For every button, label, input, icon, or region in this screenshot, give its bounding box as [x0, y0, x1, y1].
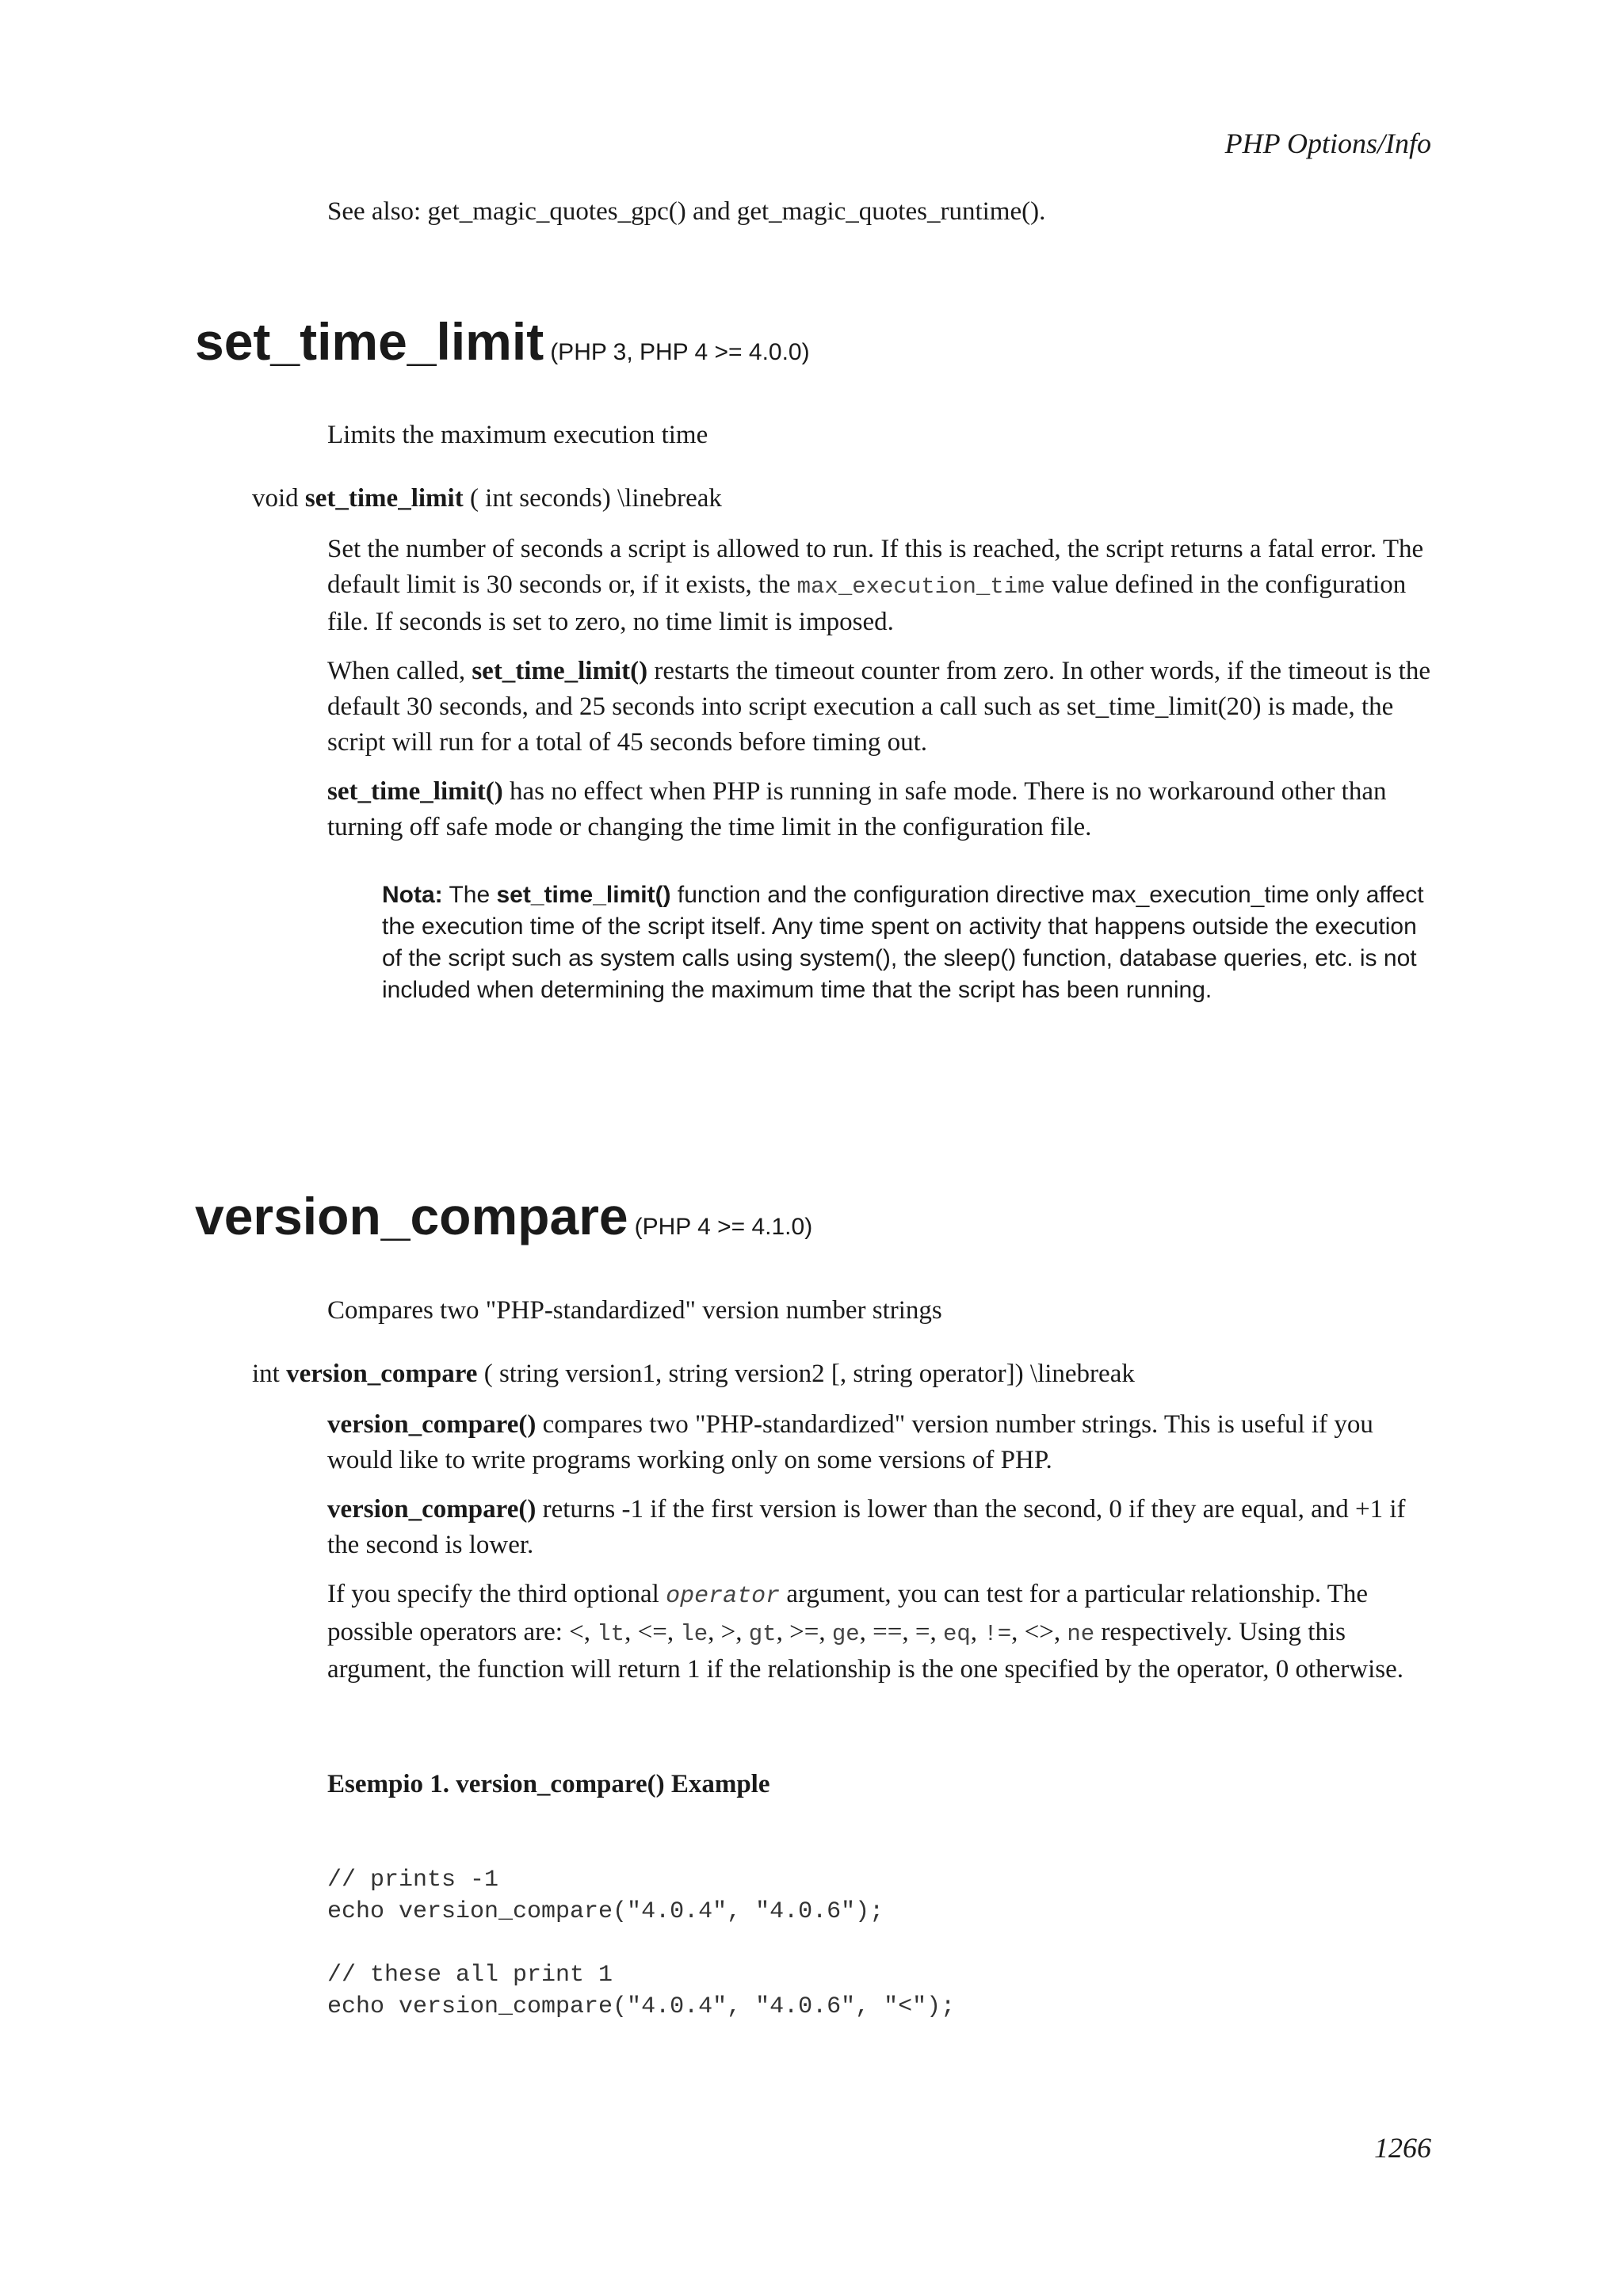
operator: != [983, 1621, 1012, 1647]
function-ref: version_compare() [327, 1495, 537, 1524]
paragraph [327, 774, 1437, 845]
paragraph [327, 654, 1437, 761]
code-line: // prints -1 [327, 1867, 499, 1894]
version-note: (PHP 4 >= 4.1.0) [634, 1214, 813, 1240]
section-heading-set-time-limit [195, 311, 810, 372]
code-example [327, 1864, 955, 2023]
operator: eq [942, 1621, 971, 1647]
inline-code: max_execution_time [796, 574, 1045, 600]
code-line: // these all print 1 [327, 1962, 613, 1989]
operator: le [680, 1621, 708, 1647]
function-name: version_compare [286, 1360, 478, 1388]
code-line: echo version_compare("4.0.4", "4.0.6", "<"); [327, 1993, 956, 2020]
note-label: Nota: [382, 882, 443, 908]
text-run: function and the configuration directive max_execution_time only affect the execution time of the script itself. Any time spent on activity that happens outside the execution of the script such as system calls using system(), the sleep() function, database queries, etc. is not included when determining the maximum time that the script has been running. [382, 882, 1424, 1003]
operator: ge [831, 1621, 860, 1647]
function-ref: set_time_limit() [472, 657, 648, 685]
section-heading-version-compare [195, 1186, 812, 1246]
function-synopsis [252, 1360, 1135, 1389]
text-run: Set the number of seconds a script is allowed to run. If this is reached, the script returns a fatal error. The default limit is 30 seconds or, if it exists, the [327, 535, 1424, 599]
see-also-line: See also: get_magic_quotes_gpc() and get_magic_quotes_runtime(). [327, 197, 1046, 226]
text-run: When called, [327, 657, 472, 685]
text-run: The [442, 882, 497, 908]
page-number: 1266 [1374, 2132, 1431, 2164]
text-run: value defined in the configuration file. If seconds is set to zero, no time limit is imposed. [327, 570, 1407, 636]
text-run: restarts the timeout counter from zero. In other words, if the timeout is the default 30 seconds, and 25 seconds into script execution a call such as set_time_limit(20) is made, the script will run for a total of 45 seconds before timing out. [327, 657, 1430, 757]
operator: <> [1024, 1618, 1054, 1646]
text-run: If you specify the third optional [327, 1580, 666, 1608]
operator: = [915, 1618, 930, 1646]
operator: lt [597, 1621, 625, 1647]
operator: <= [637, 1618, 667, 1646]
code-line: echo version_compare("4.0.4", "4.0.6"); [327, 1898, 884, 1925]
text-run: respectively. Using this argument, the function will return 1 if the relationship is the one specified by the operator, 0 otherwise. [327, 1618, 1404, 1684]
function-title: set_time_limit [195, 312, 544, 371]
operator: < [569, 1618, 584, 1646]
return-type: int [252, 1360, 280, 1388]
function-title: version_compare [195, 1187, 628, 1245]
code-blank-line [327, 1928, 955, 1959]
running-header: PHP Options/Info [1224, 128, 1431, 159]
argument-name: operator [666, 1583, 781, 1610]
function-args: ( string version1, string version2 [, string operator]) \linebreak [483, 1360, 1135, 1388]
function-name: set_time_limit [304, 484, 464, 513]
example-title: Esempio 1. version_compare() Example [327, 1770, 770, 1798]
version-note: (PHP 3, PHP 4 >= 4.0.0) [550, 339, 810, 365]
text-run: compares two "PHP-standardized" version number strings. This is useful if you would like to write programs working only on some versions of PHP. [327, 1410, 1373, 1474]
paragraph [327, 1492, 1437, 1563]
operator: gt [748, 1621, 777, 1647]
operator: > [720, 1618, 736, 1646]
function-ref: set_time_limit() [496, 882, 671, 908]
function-purpose: Compares two "PHP-standardized" version number strings [327, 1296, 942, 1325]
text-run: argument, you can test for a particular relationship. The possible operators are: [327, 1580, 1369, 1646]
description-block [327, 532, 1437, 859]
paragraph: If you specify the third optional operator argument, you can test for a particular relationship. The possible operators are: <, lt, <=, le, >, gt, >=, ge, ==, =, eq, !=, <>, ne respectively. Using this argument, the function will return 1 if the relationship is the one specified by the operator, 0 otherwise. [327, 1580, 1404, 1684]
text-run: has no effect when PHP is running in safe mode. There is no workaround other than turning off safe mode or changing the time limit in the configuration file. [327, 777, 1387, 841]
paragraph [327, 1407, 1437, 1478]
function-ref: set_time_limit() [327, 777, 503, 806]
text-run: returns -1 if the first version is lower than the second, 0 if they are equal, and +1 if the second is lower. [327, 1495, 1406, 1559]
note-block [382, 879, 1428, 1006]
operator: == [873, 1618, 903, 1646]
operator: ne [1067, 1621, 1095, 1647]
function-synopsis [252, 484, 722, 513]
function-ref: version_compare() [327, 1410, 537, 1439]
description-block [327, 1407, 1437, 1701]
function-purpose: Limits the maximum execution time [327, 421, 708, 449]
return-type: void [252, 484, 299, 513]
paragraph [327, 532, 1437, 640]
operator: >= [789, 1618, 819, 1646]
function-args: ( int seconds) \linebreak [469, 484, 722, 513]
